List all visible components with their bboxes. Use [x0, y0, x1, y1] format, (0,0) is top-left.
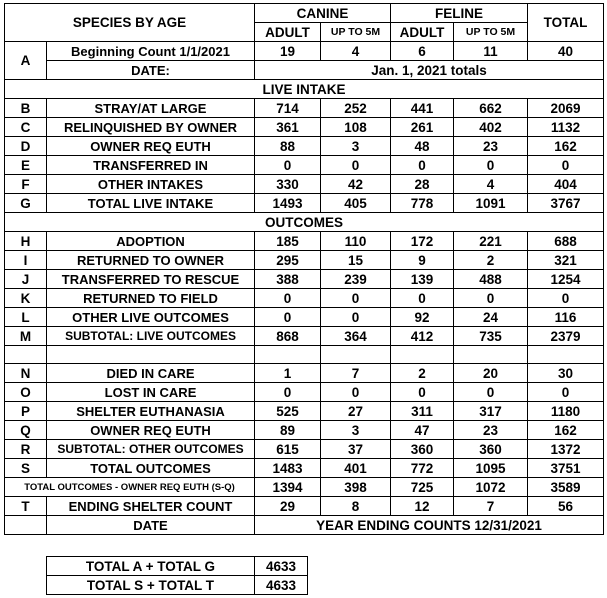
row-letter: O	[5, 383, 47, 402]
feline-upto5m-value: 402	[454, 118, 528, 137]
row-letter: P	[5, 402, 47, 421]
feline-upto5m-value: 221	[454, 232, 528, 251]
total-header: TOTAL	[528, 4, 604, 42]
feline-upto5m-header: UP TO 5M	[454, 23, 528, 42]
table-row	[5, 421, 604, 440]
row-label: ENDING SHELTER COUNT	[47, 497, 255, 516]
total-value: 3767	[528, 194, 604, 213]
feline-adult-value: 9	[391, 251, 454, 270]
total-value: 162	[528, 137, 604, 156]
feline-adult-value: 28	[391, 175, 454, 194]
row-letter: N	[5, 364, 47, 383]
outcomes-title: OUTCOMES	[5, 213, 604, 232]
canine-adult-value: 185	[255, 232, 321, 251]
canine-upto5m-value: 3	[321, 421, 391, 440]
blank-separator-row	[5, 346, 604, 364]
canine-adult-value: 0	[255, 156, 321, 175]
feline-upto5m-value: 488	[454, 270, 528, 289]
feline-adult-value: 412	[391, 327, 454, 346]
feline-upto5m-value: 4	[454, 175, 528, 194]
canine-adult-value: 89	[255, 421, 321, 440]
table-row	[5, 289, 604, 308]
canine-upto5m-value: 37	[321, 440, 391, 459]
row-letter: G	[5, 194, 47, 213]
row-letter: B	[5, 99, 47, 118]
feline-adult-value: 12	[391, 497, 454, 516]
canine-upto5m-value: 401	[321, 459, 391, 478]
canine-adult-value: 19	[255, 42, 321, 61]
feline-upto5m-value: 0	[454, 156, 528, 175]
outcomes-section-row	[5, 213, 604, 232]
blank-cell	[391, 346, 454, 364]
table-row	[5, 308, 604, 327]
feline-adult-value: 172	[391, 232, 454, 251]
total-value: 0	[528, 156, 604, 175]
row-label: TRANSFERRED IN	[47, 156, 255, 175]
table-row	[5, 99, 604, 118]
feline-upto5m-value: 24	[454, 308, 528, 327]
canine-adult-value: 88	[255, 137, 321, 156]
row-label: LOST IN CARE	[47, 383, 255, 402]
beginning-count-row	[5, 42, 604, 61]
row-label: SUBTOTAL: OTHER OUTCOMES	[47, 440, 255, 459]
feline-adult-value: 139	[391, 270, 454, 289]
total-value: 1180	[528, 402, 604, 421]
total-value: 688	[528, 232, 604, 251]
canine-upto5m-value: 42	[321, 175, 391, 194]
feline-header: FELINE	[391, 4, 528, 23]
canine-upto5m-value: 15	[321, 251, 391, 270]
feline-upto5m-value: 0	[454, 289, 528, 308]
row-label: RETURNED TO OWNER	[47, 251, 255, 270]
row-letter: S	[5, 459, 47, 478]
total-value: 1254	[528, 270, 604, 289]
feline-adult-value: 92	[391, 308, 454, 327]
table-row	[5, 327, 604, 346]
row-label: TOTAL OUTCOMES	[47, 459, 255, 478]
row-letter: R	[5, 440, 47, 459]
total-value: 116	[528, 308, 604, 327]
live-intake-title: LIVE INTAKE	[5, 80, 604, 99]
blank-cell	[454, 346, 528, 364]
canine-adult-value: 1	[255, 364, 321, 383]
row-label: STRAY/AT LARGE	[47, 99, 255, 118]
row-letter: E	[5, 156, 47, 175]
canine-upto5m-value: 3	[321, 137, 391, 156]
feline-adult-value: 311	[391, 402, 454, 421]
row-label: TOTAL OUTCOMES - OWNER REQ EUTH (S-Q)	[5, 478, 255, 497]
table-row	[5, 175, 604, 194]
row-label: RELINQUISHED BY OWNER	[47, 118, 255, 137]
date-value: YEAR ENDING COUNTS 12/31/2021	[255, 516, 604, 535]
feline-adult-value: 2	[391, 364, 454, 383]
total-value: 404	[528, 175, 604, 194]
feline-adult-value: 0	[391, 156, 454, 175]
canine-upto5m-value: 0	[321, 308, 391, 327]
feline-upto5m-value: 0	[454, 383, 528, 402]
table-row	[5, 383, 604, 402]
row-letter: A	[5, 42, 47, 80]
row-label: DIED IN CARE	[47, 364, 255, 383]
row-letter: T	[5, 497, 47, 516]
row-label: OTHER INTAKES	[47, 175, 255, 194]
row-letter: M	[5, 327, 47, 346]
blank-cell	[255, 346, 321, 364]
canine-upto5m-value: 108	[321, 118, 391, 137]
row-letter: J	[5, 270, 47, 289]
row-label: SHELTER EUTHANASIA	[47, 402, 255, 421]
canine-upto5m-value: 27	[321, 402, 391, 421]
beginning-date-row	[5, 61, 604, 80]
species-by-age-header: SPECIES BY AGE	[5, 4, 255, 42]
canine-upto5m-value: 0	[321, 289, 391, 308]
feline-upto5m-value: 7	[454, 497, 528, 516]
row-label: ADOPTION	[47, 232, 255, 251]
total-value: 1132	[528, 118, 604, 137]
canine-adult-value: 1483	[255, 459, 321, 478]
feline-upto5m-value: 1072	[454, 478, 528, 497]
canine-adult-value: 868	[255, 327, 321, 346]
table-row	[5, 118, 604, 137]
canine-adult-value: 714	[255, 99, 321, 118]
feline-upto5m-value: 11	[454, 42, 528, 61]
date-label: DATE	[47, 516, 255, 535]
row-letter: I	[5, 251, 47, 270]
table-row	[5, 364, 604, 383]
canine-upto5m-header: UP TO 5M	[321, 23, 391, 42]
total-value: 1372	[528, 440, 604, 459]
total-value: 2379	[528, 327, 604, 346]
blank-cell	[321, 346, 391, 364]
feline-upto5m-value: 735	[454, 327, 528, 346]
feline-adult-header: ADULT	[391, 23, 454, 42]
canine-upto5m-value: 0	[321, 383, 391, 402]
feline-adult-value: 261	[391, 118, 454, 137]
feline-adult-value: 6	[391, 42, 454, 61]
row-letter: K	[5, 289, 47, 308]
feline-upto5m-value: 1095	[454, 459, 528, 478]
row-label: RETURNED TO FIELD	[47, 289, 255, 308]
blank-cell	[47, 346, 255, 364]
blank-cell	[528, 346, 604, 364]
row-label: TRANSFERRED TO RESCUE	[47, 270, 255, 289]
ending-count-row	[5, 497, 604, 516]
feline-upto5m-value: 20	[454, 364, 528, 383]
total-value: 2069	[528, 99, 604, 118]
table-row	[5, 251, 604, 270]
canine-adult-value: 0	[255, 289, 321, 308]
canine-adult-value: 1493	[255, 194, 321, 213]
row-label: OWNER REQ EUTH	[47, 421, 255, 440]
total-value: 162	[528, 421, 604, 440]
feline-adult-value: 0	[391, 383, 454, 402]
row-label: SUBTOTAL: LIVE OUTCOMES	[47, 327, 255, 346]
table-row	[5, 440, 604, 459]
canine-adult-value: 330	[255, 175, 321, 194]
date-value: Jan. 1, 2021 totals	[255, 61, 604, 80]
canine-header: CANINE	[255, 4, 391, 23]
row-label: OWNER REQ EUTH	[47, 137, 255, 156]
canine-adult-header: ADULT	[255, 23, 321, 42]
check-total-value: 4633	[255, 557, 308, 576]
feline-adult-value: 778	[391, 194, 454, 213]
canine-adult-value: 1394	[255, 478, 321, 497]
total-value: 0	[528, 383, 604, 402]
row-label: OTHER LIVE OUTCOMES	[47, 308, 255, 327]
table-row	[5, 459, 604, 478]
date-label: DATE:	[47, 61, 255, 80]
canine-adult-value: 0	[255, 308, 321, 327]
feline-adult-value: 48	[391, 137, 454, 156]
canine-upto5m-value: 252	[321, 99, 391, 118]
feline-adult-value: 0	[391, 289, 454, 308]
total-value: 56	[528, 497, 604, 516]
feline-upto5m-value: 1091	[454, 194, 528, 213]
shelter-statistics-table	[4, 3, 604, 535]
canine-upto5m-value: 110	[321, 232, 391, 251]
row-letter-blank	[5, 516, 47, 535]
total-value: 0	[528, 289, 604, 308]
total-value: 321	[528, 251, 604, 270]
row-letter: H	[5, 232, 47, 251]
row-letter: F	[5, 175, 47, 194]
table-row	[5, 137, 604, 156]
table-row	[5, 270, 604, 289]
canine-adult-value: 615	[255, 440, 321, 459]
check-total-row	[47, 557, 308, 576]
row-letter: L	[5, 308, 47, 327]
feline-upto5m-value: 662	[454, 99, 528, 118]
header-row-1	[5, 4, 604, 23]
table-row	[5, 232, 604, 251]
row-label: TOTAL LIVE INTAKE	[47, 194, 255, 213]
check-total-label: TOTAL A + TOTAL G	[47, 557, 255, 576]
canine-adult-value: 361	[255, 118, 321, 137]
table-row	[5, 156, 604, 175]
feline-adult-value: 725	[391, 478, 454, 497]
feline-adult-value: 772	[391, 459, 454, 478]
canine-adult-value: 29	[255, 497, 321, 516]
total-value: 30	[528, 364, 604, 383]
row-letter: D	[5, 137, 47, 156]
table-row	[5, 194, 604, 213]
canine-adult-value: 388	[255, 270, 321, 289]
feline-adult-value: 441	[391, 99, 454, 118]
total-value: 40	[528, 42, 604, 61]
canine-adult-value: 525	[255, 402, 321, 421]
feline-upto5m-value: 23	[454, 137, 528, 156]
feline-upto5m-value: 2	[454, 251, 528, 270]
canine-upto5m-value: 8	[321, 497, 391, 516]
canine-upto5m-value: 405	[321, 194, 391, 213]
row-letter: Q	[5, 421, 47, 440]
check-totals-table	[46, 556, 308, 595]
canine-upto5m-value: 4	[321, 42, 391, 61]
canine-upto5m-value: 0	[321, 156, 391, 175]
total-value: 3589	[528, 478, 604, 497]
total-value: 3751	[528, 459, 604, 478]
canine-upto5m-value: 7	[321, 364, 391, 383]
check-total-row	[47, 576, 308, 595]
feline-upto5m-value: 317	[454, 402, 528, 421]
table-row	[5, 402, 604, 421]
feline-adult-value: 360	[391, 440, 454, 459]
row-label: Beginning Count 1/1/2021	[47, 42, 255, 61]
feline-upto5m-value: 360	[454, 440, 528, 459]
check-total-value: 4633	[255, 576, 308, 595]
adjusted-total-row	[5, 478, 604, 497]
feline-adult-value: 47	[391, 421, 454, 440]
canine-upto5m-value: 398	[321, 478, 391, 497]
canine-adult-value: 0	[255, 383, 321, 402]
row-letter: C	[5, 118, 47, 137]
feline-upto5m-value: 23	[454, 421, 528, 440]
blank-cell	[5, 346, 47, 364]
canine-adult-value: 295	[255, 251, 321, 270]
check-total-label: TOTAL S + TOTAL T	[47, 576, 255, 595]
ending-date-row	[5, 516, 604, 535]
canine-upto5m-value: 239	[321, 270, 391, 289]
live-intake-section-row	[5, 80, 604, 99]
canine-upto5m-value: 364	[321, 327, 391, 346]
